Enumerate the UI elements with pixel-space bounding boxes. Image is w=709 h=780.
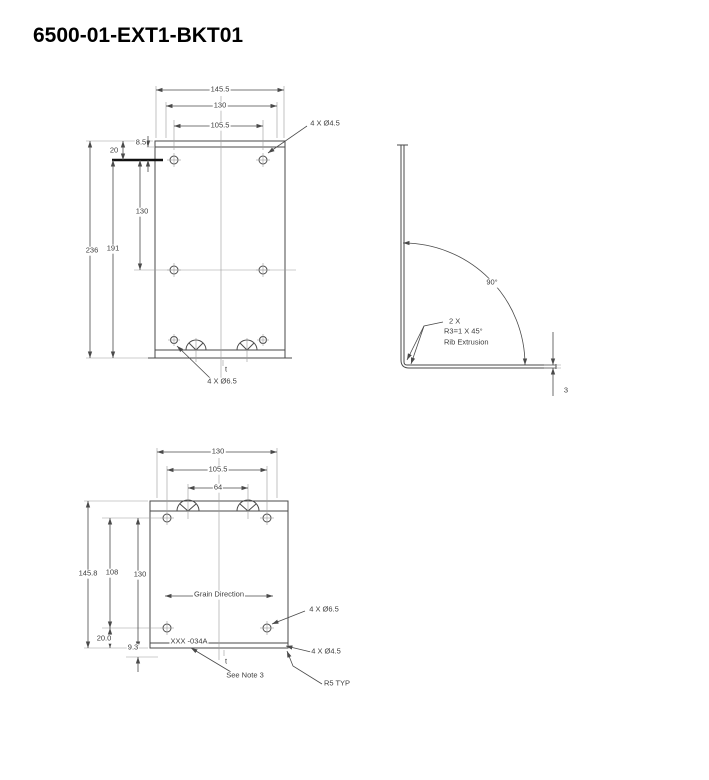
grain-direction-label: Grain Direction [193, 589, 245, 599]
corner-note-line2: R3=1 X 45° [444, 326, 483, 336]
dim-label-130-depth: 130 [133, 569, 147, 579]
dim-label-thickness: 3 [563, 385, 569, 395]
front-plate-outline [155, 141, 285, 358]
callout-small-holes: 4 X Ø4.5 [311, 646, 341, 656]
bottom-view [84, 448, 322, 684]
dim-label-bottom-width: 130 [211, 446, 225, 456]
leader-corner-note-2 [411, 326, 424, 364]
dim-label-overall-width: 145.5 [210, 84, 230, 94]
dim-label-bottom-hole-spacing: 105.5 [208, 464, 228, 474]
dim-label-8-5: 8.5 [135, 137, 147, 147]
see-note-label: See Note 3 [226, 670, 264, 680]
dim-label-9-3: 9.3 [127, 642, 139, 652]
dim-label-130-width: 130 [213, 100, 227, 110]
thickness-ref-bottom: t [224, 656, 228, 666]
dim-label-130-vertical: 130 [135, 206, 149, 216]
page-title: 6500-01-EXT1-BKT01 [33, 24, 244, 47]
callout-lower-holes: 4 X Ø6.5 [207, 376, 237, 386]
front-view [86, 86, 307, 378]
dim-label-191: 191 [106, 243, 120, 253]
dim-label-overall-height: 236 [85, 245, 99, 255]
dim-label-20-0: 20.0 [96, 633, 112, 643]
callout-radius: R5 TYP [323, 678, 351, 688]
part-marking-label: XXX -034A [170, 636, 208, 646]
thickness-ref-front: t [224, 364, 228, 374]
callout-large-holes: 4 X Ø6.5 [309, 604, 339, 614]
side-view [397, 145, 561, 396]
corner-note-line1: 2 X [449, 316, 461, 326]
dim-label-slot-spacing: 64 [213, 482, 223, 492]
leader-small-holes [286, 646, 311, 652]
bend-angle-label: 90° [486, 277, 498, 287]
callout-upper-holes: 4 X Ø4.5 [310, 118, 340, 128]
leader-corner-note-1 [407, 322, 443, 360]
dim-label-108: 108 [105, 567, 119, 577]
corner-note-line3: Rib Extrusion [444, 337, 489, 347]
leader-lower-holes [177, 346, 210, 378]
dim-label-overall-depth: 145.8 [78, 568, 98, 578]
dim-label-20: 20 [109, 145, 119, 155]
leader-upper-holes [268, 126, 307, 153]
dim-label-hole-spacing: 105.5 [210, 120, 230, 130]
